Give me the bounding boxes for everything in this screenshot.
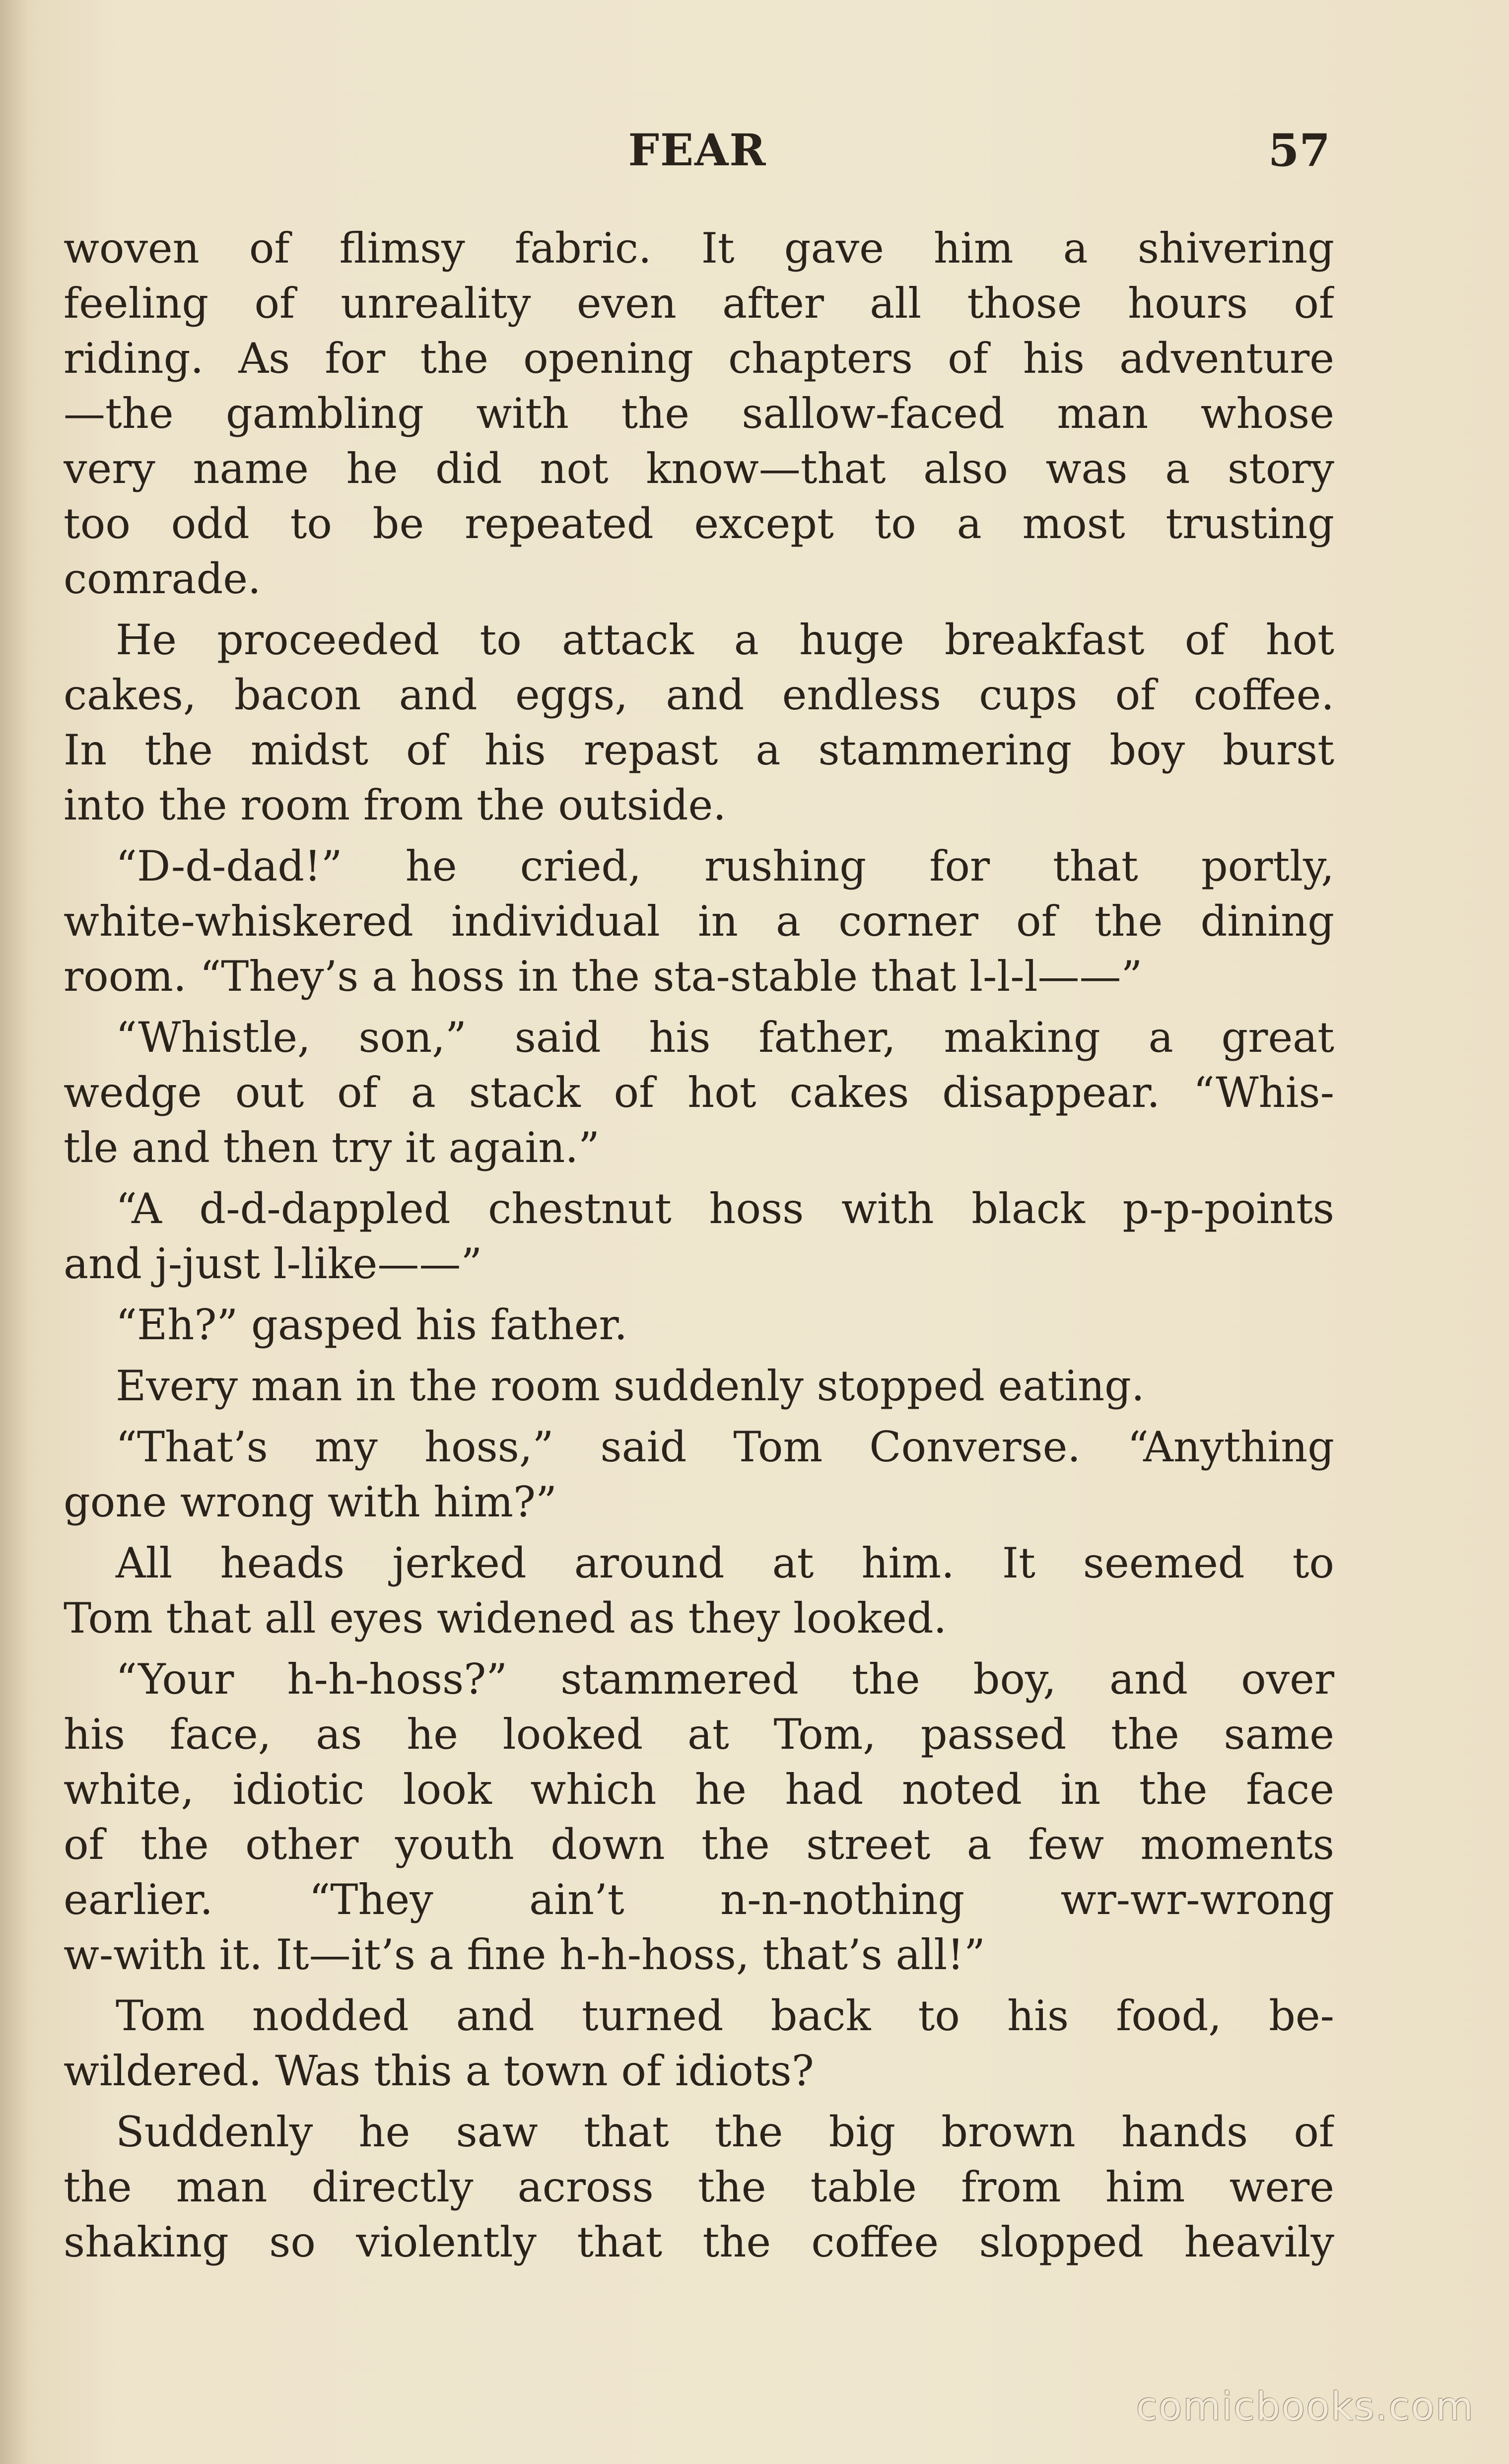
paragraph bbox=[64, 839, 1334, 1004]
paragraph bbox=[64, 1536, 1334, 1646]
body-text bbox=[64, 221, 1334, 2276]
text-line: Suddenly he saw that the big brown hands of bbox=[116, 2108, 1334, 2156]
text-line: Every man in the room suddenly stopped eating. bbox=[116, 1362, 1145, 1410]
text-line: He proceeded to attack a huge breakfast of hot bbox=[116, 616, 1334, 664]
text-line: cakes, bacon and eggs, and endless cups of coffee. bbox=[64, 671, 1334, 719]
text-line: feeling of unreality even after all those hours of bbox=[64, 279, 1334, 328]
running-head bbox=[65, 124, 1330, 179]
paragraph bbox=[64, 1420, 1334, 1530]
text-line: the man directly across the table from him were bbox=[64, 2163, 1334, 2211]
text-line: wedge out of a stack of hot cakes disappear. “Whis- bbox=[64, 1068, 1334, 1117]
text-line: white-whiskered individual in a corner of the dining bbox=[64, 897, 1334, 946]
watermark: comicbooks.com bbox=[1136, 2385, 1474, 2429]
text-line: Tom that all eyes widened as they looked. bbox=[64, 1594, 947, 1643]
paragraph bbox=[64, 613, 1334, 833]
text-line: white, idiotic look which he had noted in the face bbox=[64, 1765, 1334, 1814]
paragraph bbox=[64, 1181, 1334, 1292]
text-line: too odd to be repeated except to a most trusting bbox=[64, 499, 1334, 548]
paragraph bbox=[64, 1010, 1334, 1175]
text-line: “Eh?” gasped his father. bbox=[116, 1300, 628, 1349]
text-line: of the other youth down the street a few moments bbox=[64, 1820, 1334, 1869]
page-number: 57 bbox=[1268, 124, 1330, 177]
paragraph bbox=[64, 1652, 1334, 1983]
text-line: earlier. “They ain’t n-n-nothing wr-wr-wrong bbox=[64, 1875, 1334, 1924]
text-line: “That’s my hoss,” said Tom Converse. “Anything bbox=[116, 1423, 1334, 1471]
text-line: into the room from the outside. bbox=[64, 781, 726, 829]
spine-shadow bbox=[0, 0, 30, 2464]
text-line: “D-d-dad!” he cried, rushing for that portly, bbox=[116, 842, 1334, 890]
text-line: “Your h-h-hoss?” stammered the boy, and over bbox=[116, 1655, 1334, 1704]
text-line: —the gambling with the sallow-faced man whose bbox=[64, 389, 1334, 438]
text-line: room. “They’s a hoss in the sta-stable that l-l-l——” bbox=[64, 952, 1143, 1001]
text-line: tle and then try it again.” bbox=[64, 1123, 600, 1172]
chapter-title: FEAR bbox=[628, 124, 767, 176]
text-line: his face, as he looked at Tom, passed the same bbox=[64, 1710, 1334, 1759]
paragraph bbox=[64, 221, 1334, 607]
text-line: riding. As for the opening chapters of his adventure bbox=[64, 334, 1334, 383]
text-line: “Whistle, son,” said his father, making a great bbox=[116, 1013, 1334, 1062]
paragraph bbox=[64, 1298, 1334, 1353]
text-line: woven of flimsy fabric. It gave him a shivering bbox=[64, 224, 1334, 273]
paragraph bbox=[64, 1988, 1334, 2099]
text-line: wildered. Was this a town of idiots? bbox=[64, 2047, 814, 2095]
paragraph bbox=[64, 1359, 1334, 1414]
text-line: very name he did not know—that also was a story bbox=[64, 444, 1334, 493]
text-line: All heads jerked around at him. It seemed to bbox=[116, 1539, 1334, 1587]
text-line: and j-just l-like——” bbox=[64, 1239, 482, 1288]
text-line: shaking so violently that the coffee slopped heavily bbox=[64, 2218, 1334, 2266]
text-line: In the midst of his repast a stammering boy burst bbox=[64, 726, 1334, 774]
text-line: Tom nodded and turned back to his food, be- bbox=[116, 1991, 1334, 2040]
text-line: w-with it. It—it’s a fine h-h-hoss, that’s all!” bbox=[64, 1930, 985, 1979]
text-line: “A d-d-dappled chestnut hoss with black p-p-points bbox=[116, 1184, 1334, 1233]
paragraph bbox=[64, 2105, 1334, 2270]
text-line: comrade. bbox=[64, 554, 261, 603]
text-line: gone wrong with him?” bbox=[64, 1478, 557, 1526]
